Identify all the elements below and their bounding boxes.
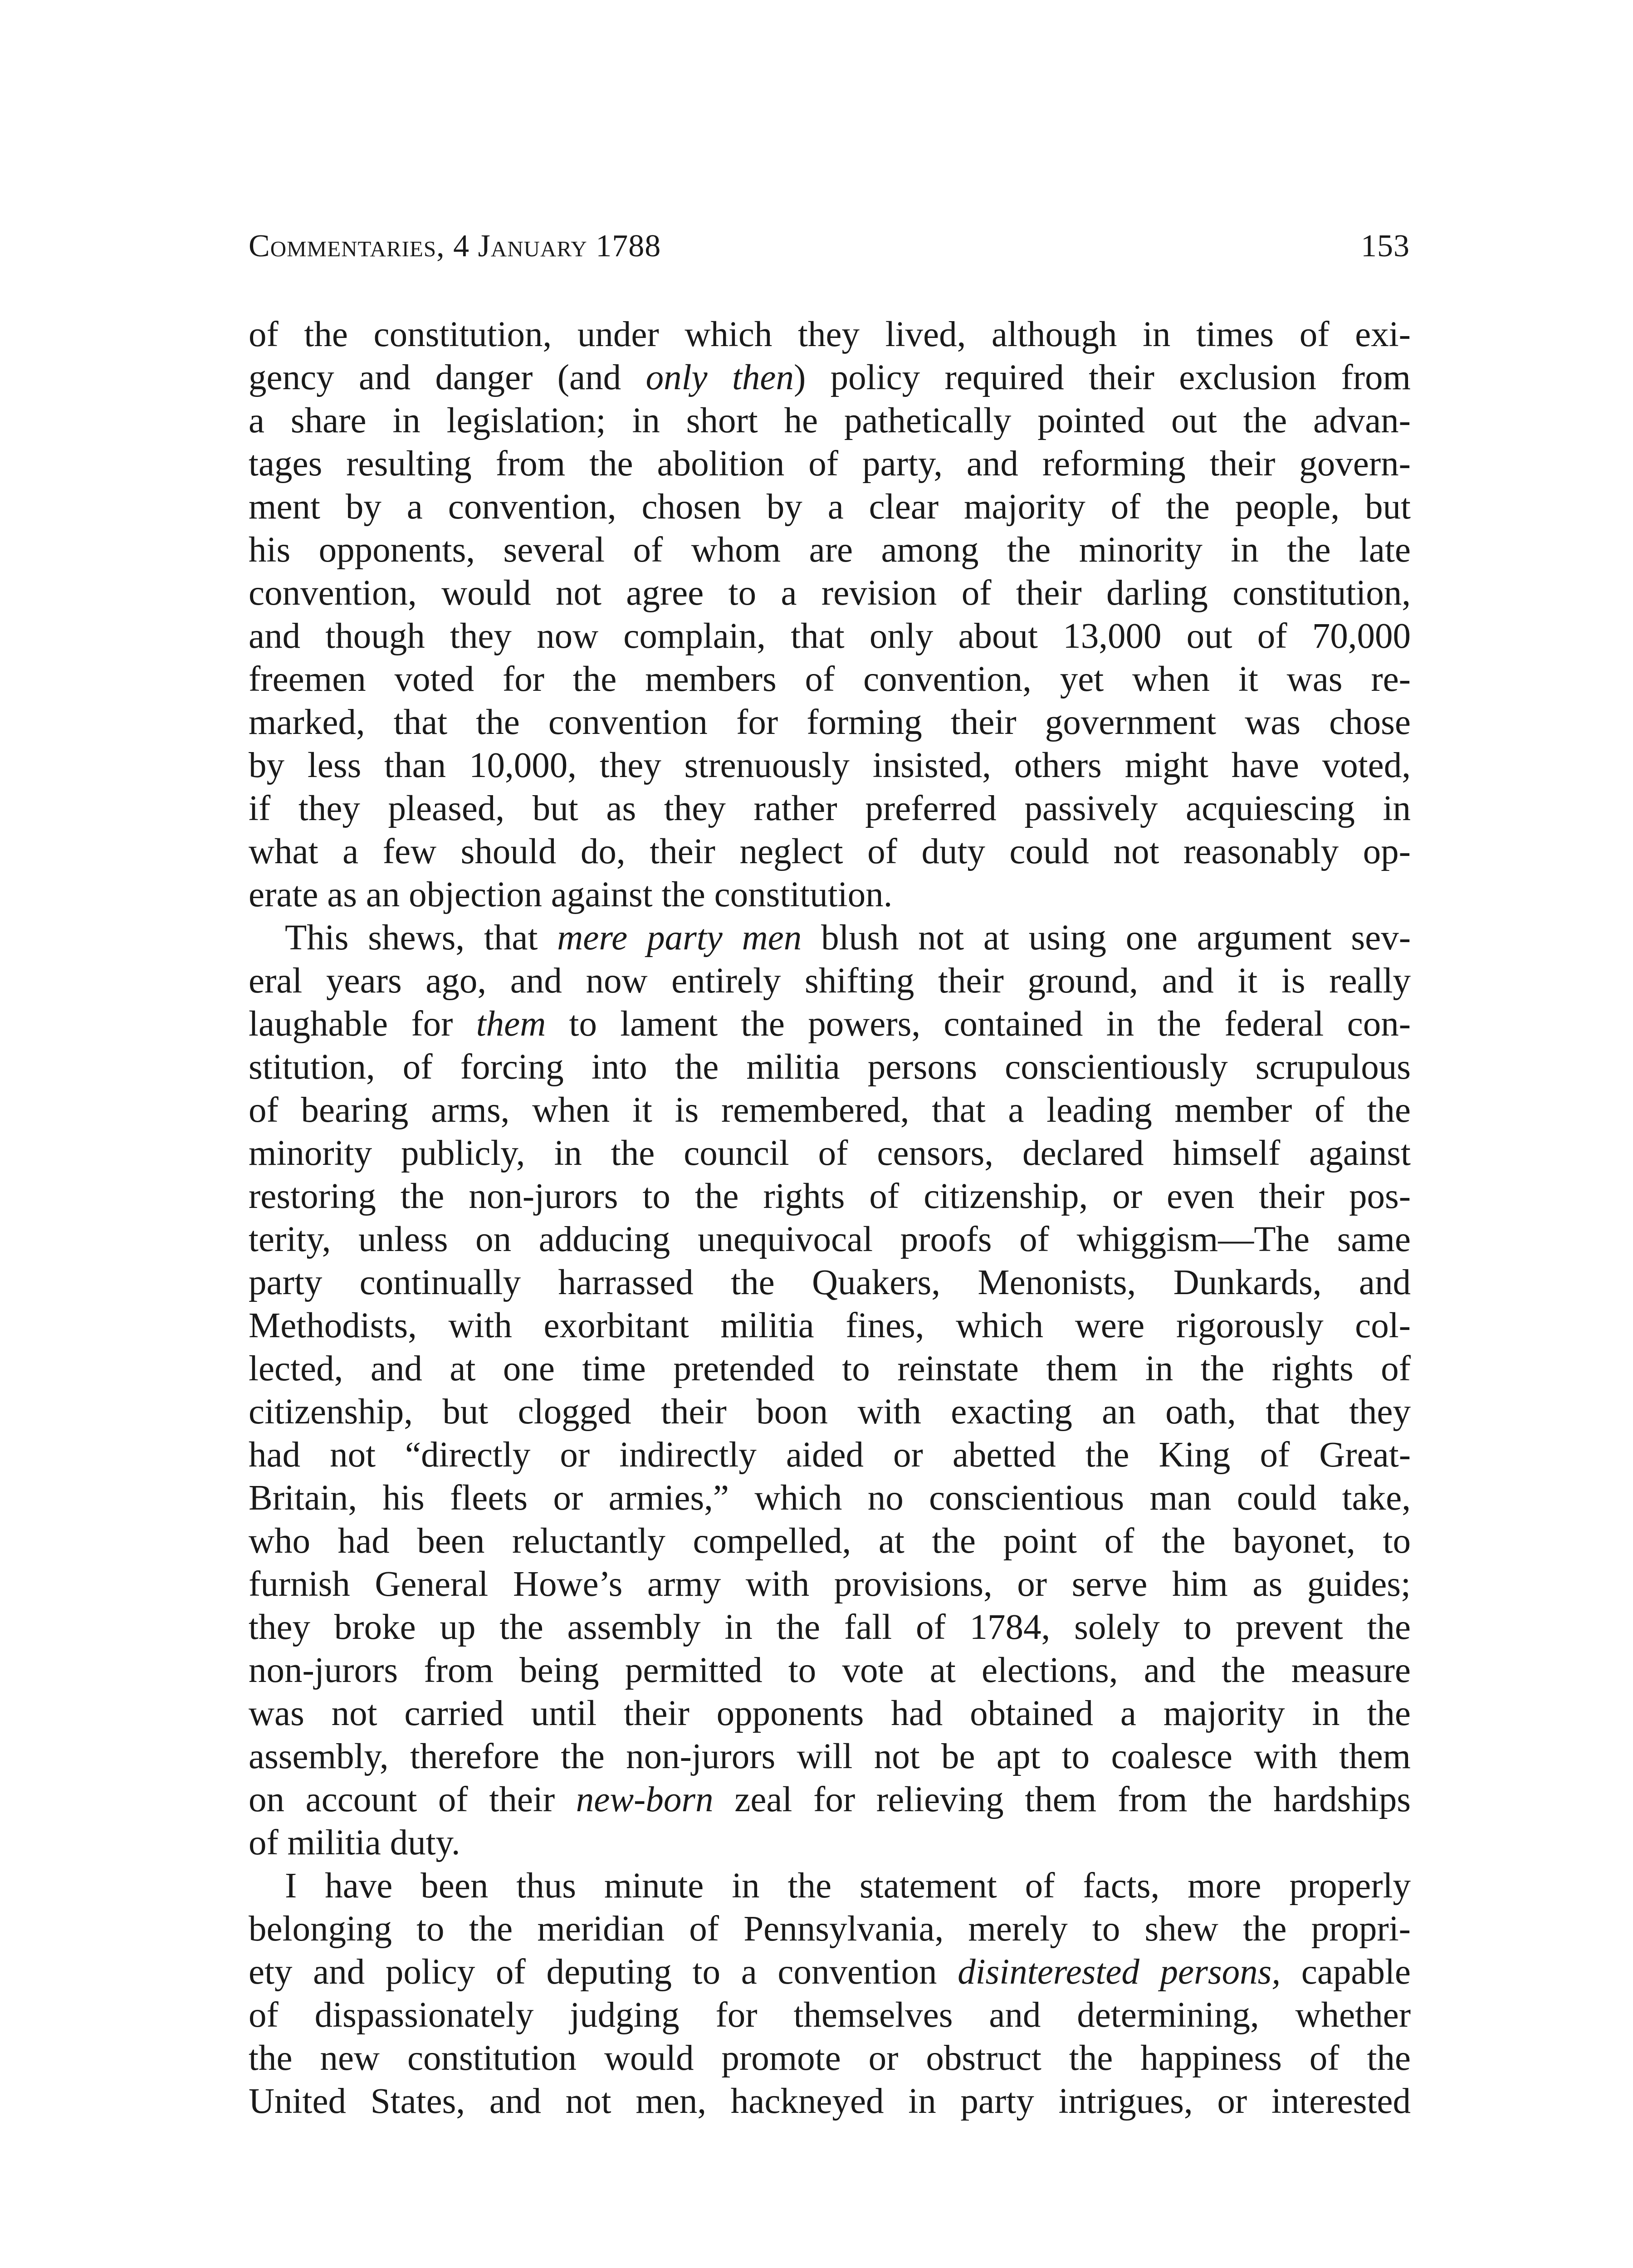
text-segment: had not “directly or indirectly aided or abetted the King of Great- [249,1435,1411,1475]
text-segment: tages resulting from the abolition of party, and reforming their govern- [249,444,1411,484]
text-segment: citizenship, but clogged their boon with exacting an oath, that they [249,1392,1411,1432]
text-segment: furnish General Howe’s army with provisions, or serve him as guides; [249,1564,1411,1604]
text-segment: of the constitution, under which they lived, although in times of exi- [249,315,1411,354]
text-segment: convention, would not agree to a revision of their darling constitution, [249,573,1411,613]
text-line [249,1735,1411,1778]
text-segment: erate as an objection against the constitution. [249,875,893,914]
text-line [249,1864,1411,1907]
text-segment: who had been reluctantly compelled, at the point of the bayonet, to [249,1521,1411,1561]
page-number: 153 [1361,229,1410,264]
text-segment: the new constitution would promote or obstruct the happiness of the [249,2038,1411,2078]
text-line [249,399,1411,442]
text-segment: minority publicly, in the council of censors, declared himself against [249,1134,1411,1173]
text-line [249,1433,1411,1476]
text-segment: by less than 10,000, they strenuously insisted, others might have voted, [249,746,1411,785]
text-line [249,1132,1411,1175]
text-line [249,356,1411,399]
text-line [249,2037,1411,2080]
text-line [249,1002,1411,1046]
text-line [249,959,1411,1002]
text-line [249,1692,1411,1735]
text-line [249,873,1411,916]
text-segment: party continually harrassed the Quakers, Menonists, Dunkards, and [249,1263,1411,1302]
text-line [249,1175,1411,1218]
text-segment: eral years ago, and now entirely shifting their ground, and it is really [249,961,1411,1001]
italic-text-segment: disinterested persons, [958,1952,1281,1992]
text-segment: laughable for [249,1004,476,1044]
text-line [249,2080,1411,2123]
body-text [249,313,1411,2123]
text-line [249,1563,1411,1606]
italic-text-segment: mere party men [557,918,802,958]
text-line [249,485,1411,528]
text-segment: and though they now complain, that only about 13,000 out of 70,000 [249,616,1411,656]
text-line [249,1476,1411,1520]
text-line [249,1390,1411,1433]
text-line [249,787,1411,830]
text-segment: was not carried until their opponents had obtained a majority in the [249,1694,1411,1733]
text-segment: if they pleased, but as they rather preferred passively acquiescing in [249,789,1411,828]
text-line [249,830,1411,873]
text-line [249,658,1411,701]
text-segment: belonging to the meridian of Pennsylvania, merely to shew the propri- [249,1909,1411,1949]
text-segment: freemen voted for the members of convention, yet when it was re- [249,660,1411,699]
text-segment: I have been thus minute in the statement of facts, more properly [285,1866,1411,1906]
text-line [249,1520,1411,1563]
text-line [249,1046,1411,1089]
text-segment: on account of their [249,1780,576,1819]
text-line [249,1778,1411,1821]
text-segment: Britain, his fleets or armies,” which no conscientious man could take, [249,1478,1411,1518]
text-segment: ment by a convention, chosen by a clear majority of the people, but [249,487,1411,527]
text-line [249,615,1411,658]
italic-text-segment: only then [645,358,794,397]
text-segment: a share in legislation; in short he pathetically pointed out the advan- [249,401,1411,440]
italic-text-segment: them [476,1004,546,1044]
text-segment: ety and policy of deputing to a convention [249,1952,958,1992]
text-line [249,744,1411,787]
text-line [249,1261,1411,1304]
text-segment: of bearing arms, when it is remembered, that a leading member of the [249,1090,1411,1130]
text-segment: terity, unless on adducing unequivocal proofs of whiggism—The same [249,1220,1411,1259]
text-line [249,1821,1411,1864]
text-segment: restoring the non-jurors to the rights of citizenship, or even their pos- [249,1177,1411,1216]
text-line [249,1089,1411,1132]
running-title: Commentaries, 4 January 1788 [249,229,661,264]
text-segment: blush not at using one argument sev- [802,918,1411,958]
text-line [249,1950,1411,1994]
running-head [249,221,1410,271]
text-line [249,1218,1411,1261]
text-segment: capable [1281,1952,1411,1992]
text-segment: lected, and at one time pretended to reinstate them in the rights of [249,1349,1411,1388]
text-segment: of militia duty. [249,1823,460,1862]
text-line [249,1649,1411,1692]
text-segment: of dispassionately judging for themselves and determining, whether [249,1995,1411,2035]
text-segment: his opponents, several of whom are among the minority in the late [249,530,1411,570]
text-segment: zeal for relieving them from the hardships [713,1780,1411,1819]
text-segment: what a few should do, their neglect of duty could not reasonably op- [249,832,1411,871]
text-segment: Methodists, with exorbitant militia fines, which were rigorously col- [249,1306,1411,1345]
text-line [249,1347,1411,1390]
italic-text-segment: new-born [576,1780,714,1819]
text-line [249,528,1411,572]
text-segment: to lament the powers, contained in the federal con- [546,1004,1411,1044]
text-segment: marked, that the convention for forming their government was chose [249,703,1411,742]
text-line [249,1994,1411,2037]
text-segment: gency and danger (and [249,358,646,397]
text-segment: non-jurors from being permitted to vote at elections, and the measure [249,1651,1411,1690]
text-line [249,572,1411,615]
text-segment: ) policy required their exclusion from [793,358,1411,397]
text-segment: stitution, of forcing into the militia persons conscientiously scrupulous [249,1047,1411,1087]
text-segment: United States, and not men, hackneyed in party intrigues, or interested [249,2082,1411,2121]
text-segment: they broke up the assembly in the fall of 1784, solely to prevent the [249,1608,1411,1647]
text-line [249,701,1411,744]
text-segment: This shews, that [285,918,557,958]
text-line [249,916,1411,959]
text-line [249,313,1411,356]
text-line [249,1606,1411,1649]
text-segment: assembly, therefore the non-jurors will not be apt to coalesce with them [249,1737,1411,1776]
text-line [249,1304,1411,1347]
text-line [249,442,1411,485]
text-line [249,1907,1411,1950]
